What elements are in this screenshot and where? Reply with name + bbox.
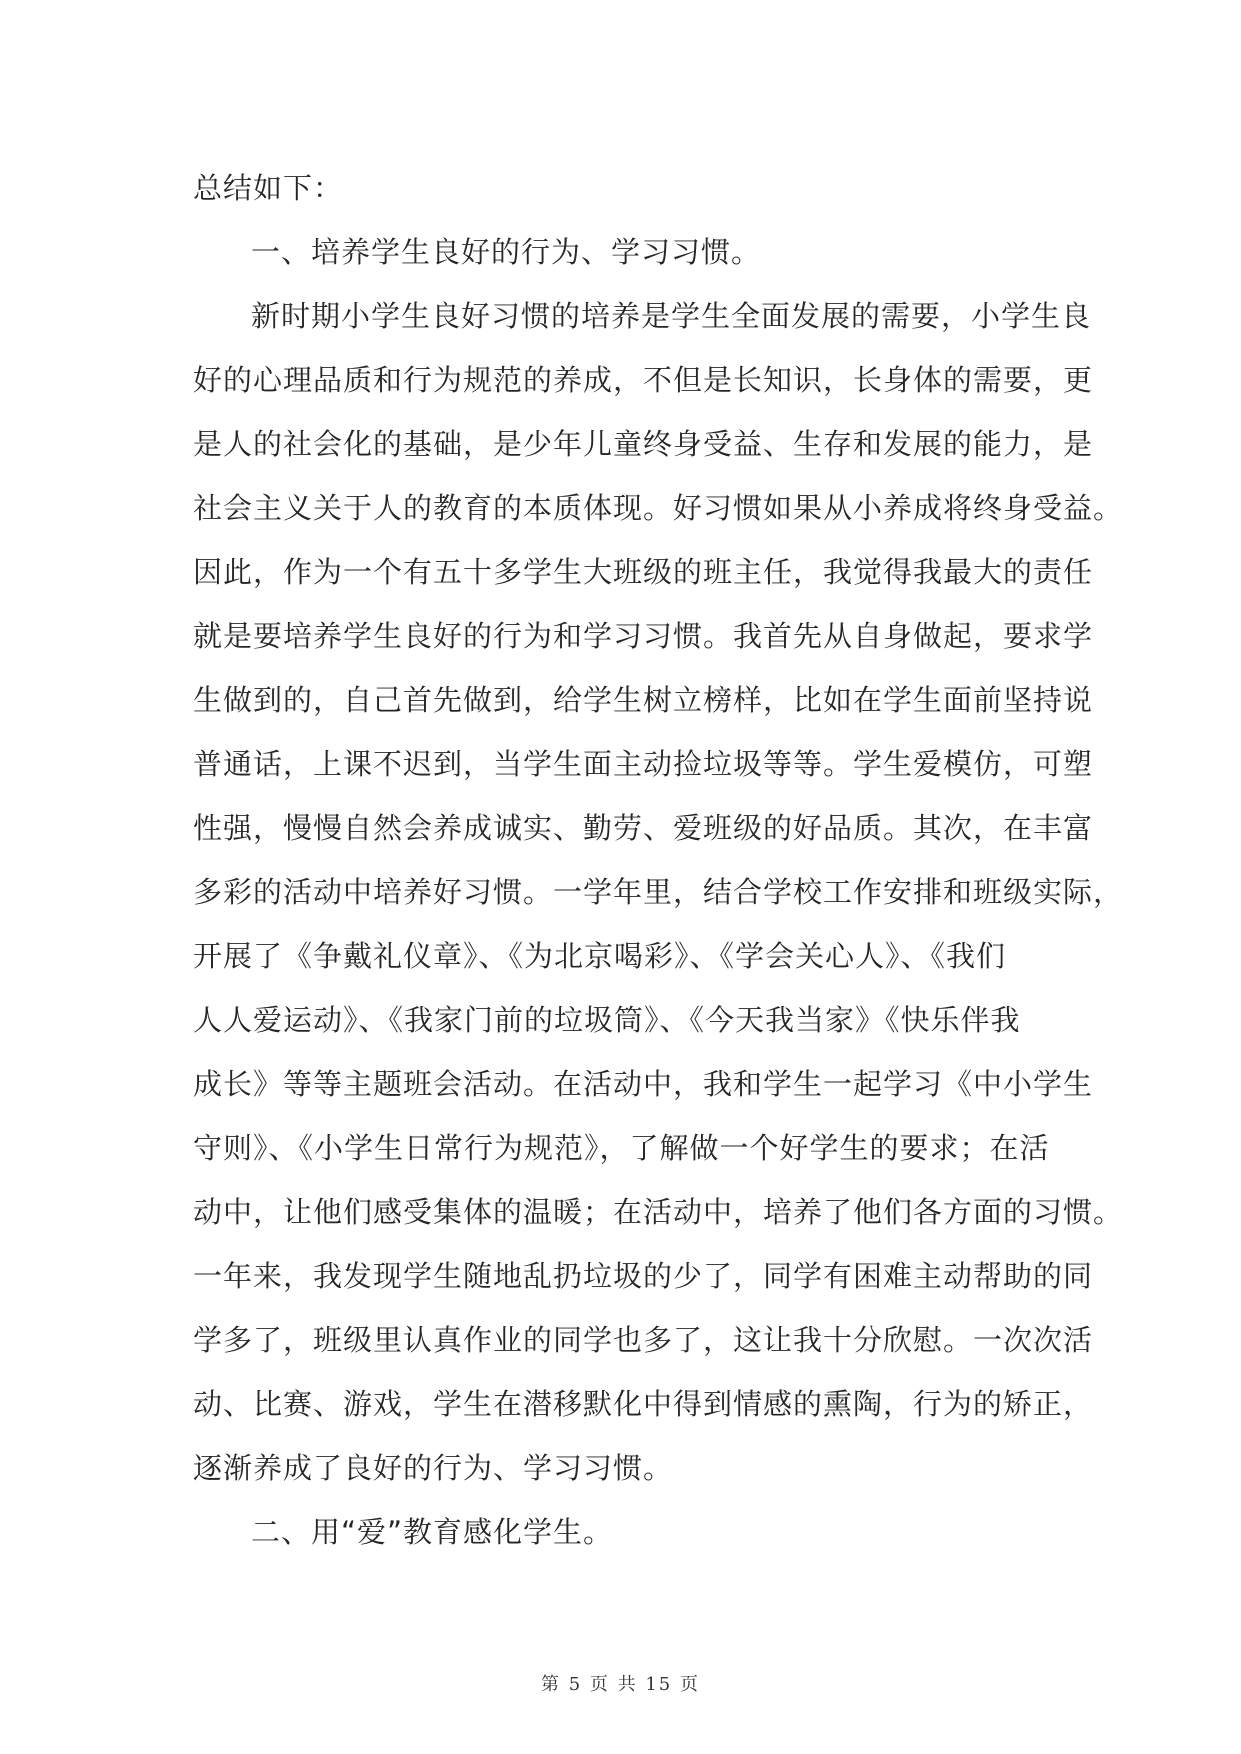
text-line: 学多了，班级里认真作业的同学也多了，这让我十分欣慰。一次次活 [193,1323,1094,1357]
text-line: 多彩的活动中培养好习惯。一学年里，结合学校工作安排和班级实际， [193,875,1124,909]
text-line: 总结如下： [193,171,344,205]
section-heading: 一、培养学生良好的行为、学习习惯。 [251,235,762,269]
text-line: 守则》、《小学生日常行为规范》，了解做一个好学生的要求；在活 [193,1131,1050,1165]
text-line: 动中，让他们感受集体的温暖；在活动中，培养了他们各方面的习惯。 [193,1195,1124,1229]
body-text [193,156,1124,1564]
text-line: 新时期小学生良好习惯的培养是学生全面发展的需要，小学生良 [251,299,1092,333]
text-line: 社会主义关于人的教育的本质体现。好习惯如果从小养成将终身受益。 [193,491,1124,525]
text-line: 因此，作为一个有五十多学生大班级的班主任，我觉得我最大的责任 [193,555,1094,589]
text-line: 性强，慢慢自然会养成诚实、勤劳、爱班级的好品质。其次，在丰富 [193,811,1094,845]
text-line: 普通话，上课不迟到，当学生面主动捡垃圾等等。学生爱模仿，可塑 [193,747,1094,781]
text-line: 就是要培养学生良好的行为和学习习惯。我首先从自身做起，要求学 [193,619,1094,653]
text-line: 好的心理品质和行为规范的养成，不但是长知识，长身体的需要，更 [193,363,1094,397]
text-line: 动、比赛、游戏，学生在潜移默化中得到情感的熏陶，行为的矫正， [193,1387,1094,1421]
text-line: 生做到的，自己首先做到，给学生树立榜样，比如在学生面前坚持说 [193,683,1094,717]
text-line: 成长》等等主题班会活动。在活动中，我和学生一起学习《中小学生 [193,1067,1094,1101]
text-line: 开展了《争戴礼仪章》、《为北京喝彩》、《学会关心人》、《我们 [193,939,1007,973]
text-line: 逐渐养成了良好的行为、学习习惯。 [193,1451,674,1485]
text-line: 人人爱运动》、《我家门前的垃圾筒》、《今天我当家》《快乐伴我 [193,1003,1021,1037]
text-line: 一年来，我发现学生随地乱扔垃圾的少了，同学有困难主动帮助的同 [193,1259,1094,1293]
page-number-footer: 第 5 页 共 15 页 [541,1674,700,1695]
section-heading: 二、用“爱”教育感化学生。 [251,1515,614,1549]
text-line: 是人的社会化的基础，是少年儿童终身受益、生存和发展的能力，是 [193,427,1094,461]
